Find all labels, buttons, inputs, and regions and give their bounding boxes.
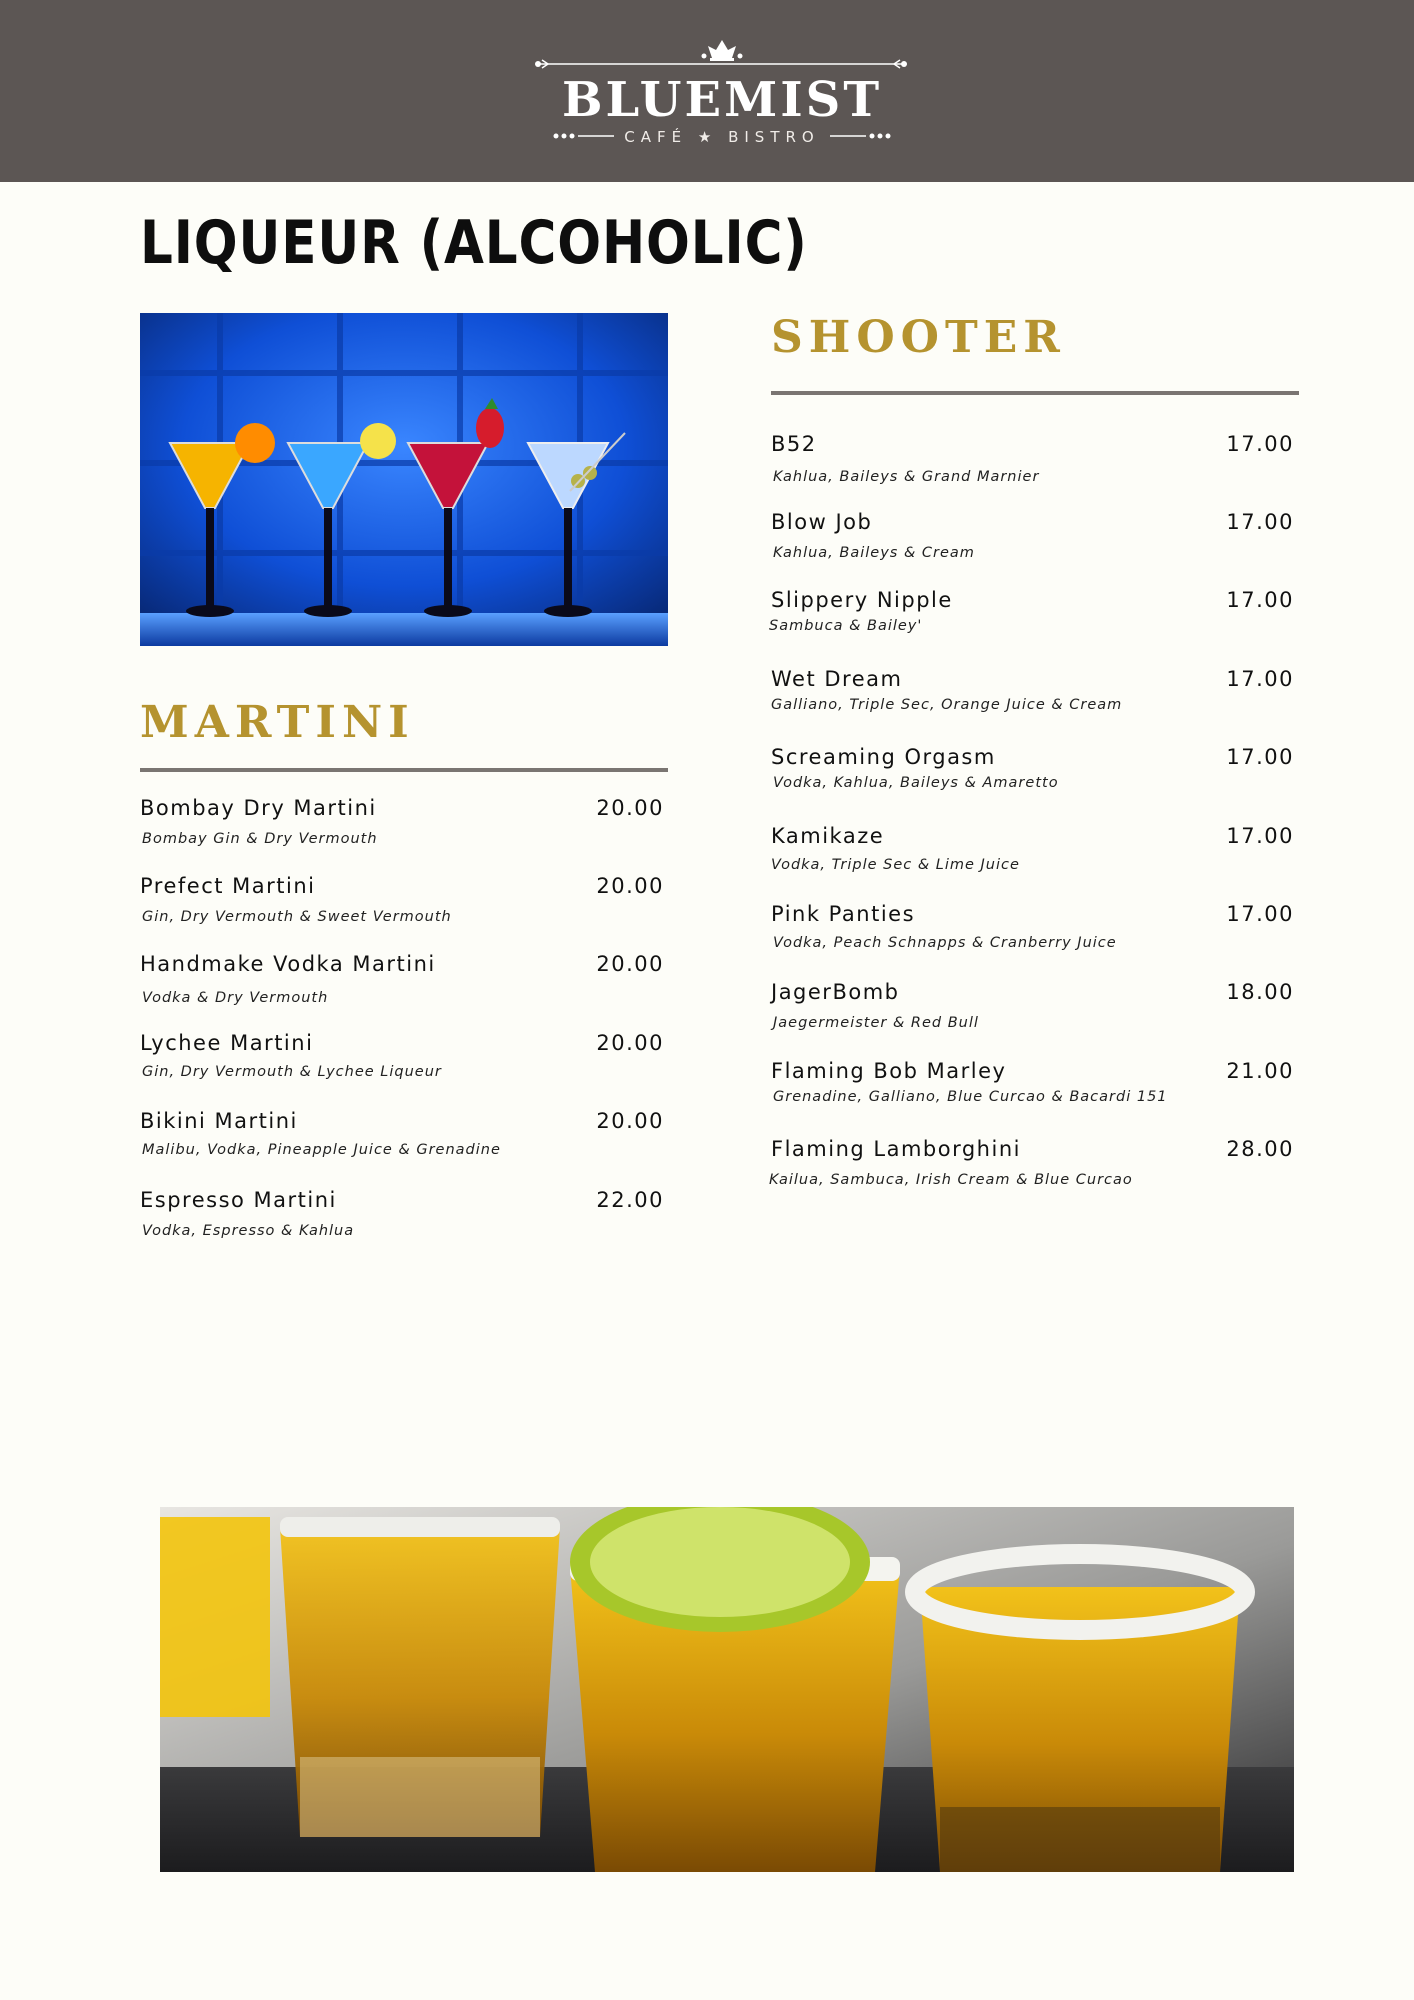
menu-item [771,902,1294,962]
item-price: 17.00 [1226,667,1294,691]
item-price: 17.00 [1226,902,1294,926]
menu-item [771,980,1294,1040]
menu-item [140,1188,664,1248]
item-price: 21.00 [1226,1059,1294,1083]
item-name: Handmake Vodka Martini [140,952,436,976]
martini-divider [140,768,668,772]
item-name: Blow Job [771,510,873,534]
item-description: Galliano, Triple Sec, Orange Juice & Cream [771,697,1123,713]
menu-item [140,796,664,856]
menu-item [140,1109,664,1169]
item-name: Espresso Martini [140,1188,337,1212]
menu-item [140,1031,664,1091]
item-description: Bombay Gin & Dry Vermouth [142,831,378,847]
item-name: Bombay Dry Martini [140,796,377,820]
item-price: 20.00 [596,1109,664,1133]
item-description: Kahlua, Baileys & Grand Marnier [773,469,1040,485]
item-name: JagerBomb [771,980,900,1004]
item-price: 17.00 [1226,432,1294,456]
item-name: Prefect Martini [140,874,316,898]
item-name: Screaming Orgasm [771,745,996,769]
item-description: Kailua, Sambuca, Irish Cream & Blue Curcao [769,1172,1133,1188]
item-price: 20.00 [596,1031,664,1055]
item-price: 17.00 [1226,510,1294,534]
shooter-section-title: SHOOTER [771,312,1066,363]
item-price: 17.00 [1226,588,1294,612]
header-bar [0,0,1414,182]
menu-item [771,510,1294,570]
menu-item [771,1137,1294,1197]
menu-item [771,1059,1294,1119]
item-price: 20.00 [596,796,664,820]
item-price: 18.00 [1226,980,1294,1004]
item-name: B52 [771,432,817,456]
brand-name: BLUEMIST [561,72,883,128]
martini-section-title: MARTINI [140,697,415,748]
item-name: Wet Dream [771,667,903,691]
item-price: 20.00 [596,874,664,898]
item-description: Vodka, Peach Schnapps & Cranberry Juice [773,935,1117,951]
item-price: 28.00 [1226,1137,1294,1161]
item-price: 20.00 [596,952,664,976]
menu-item [771,432,1294,492]
item-name: Pink Panties [771,902,916,926]
menu-item [771,588,1294,648]
item-description: Vodka, Triple Sec & Lime Juice [771,857,1020,873]
item-description: Vodka, Espresso & Kahlua [142,1223,355,1239]
shooter-divider [771,391,1299,395]
item-description: Kahlua, Baileys & Cream [773,545,975,561]
item-name: Flaming Lamborghini [771,1137,1021,1161]
menu-item [771,745,1294,805]
item-name: Flaming Bob Marley [771,1059,1007,1083]
item-description: Grenadine, Galliano, Blue Curcao & Bacardi 151 [773,1089,1168,1105]
item-description: Malibu, Vodka, Pineapple Juice & Grenadine [142,1142,501,1158]
item-name: Slippery Nipple [771,588,953,612]
item-price: 17.00 [1226,824,1294,848]
menu-item [771,667,1294,727]
page-title: LIQUEUR (ALCOHOLIC) [140,208,808,278]
item-description: Gin, Dry Vermouth & Lychee Liqueur [142,1064,442,1080]
brand-subtitle: CAFÉ ★ BISTRO [624,128,820,146]
item-description: Gin, Dry Vermouth & Sweet Vermouth [142,909,452,925]
brand-logo [532,36,912,148]
menu-item [140,952,664,1012]
item-name: Kamikaze [771,824,885,848]
menu-item [140,874,664,934]
item-price: 22.00 [596,1188,664,1212]
item-description: Vodka, Kahlua, Baileys & Amaretto [773,775,1059,791]
item-description: Vodka & Dry Vermouth [142,990,329,1006]
item-description: Jaegermeister & Red Bull [773,1015,979,1031]
menu-item [771,824,1294,884]
item-name: Lychee Martini [140,1031,314,1055]
tequila-shots-photo [160,1507,1294,1872]
item-name: Bikini Martini [140,1109,298,1133]
item-description: Sambuca & Bailey' [769,618,923,634]
item-price: 17.00 [1226,745,1294,769]
martini-glasses-photo [140,313,668,646]
